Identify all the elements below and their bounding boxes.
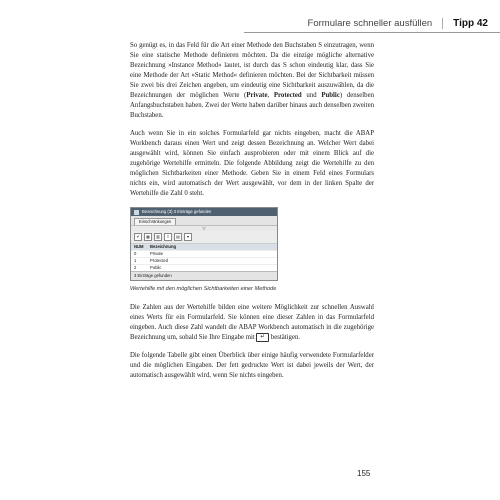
row-label: Public [147,265,277,272]
row-num: 1 [131,258,147,265]
row-label: Private [147,251,277,258]
paragraph-1: So genügt es, in das Feld für die Art einer Methode den Buchstaben S einzutragen, wenn Sie eine statische Methode definieren möchten. Da die einzige mögliche alternative Bezeichnung »Instance Method« lautet, ist durch das S schon eindeutig klar, dass Sie eine Methode der Art »Static Method« definieren möchten. Bei der Sichtbarkeit müssen Sie zwei bis drei Zeichen angeben, um eindeutig eine Sichtbarkeit auszuwählen, da die Bezeichnungen der möglichen Werte (Private, Protected und Public) denselben Anfangsbuchstaben haben. Zwei der Werte haben darüber hinaus auch denselben zweiten Buchstaben. [130,42,374,119]
row-num: 0 [131,251,147,258]
value-public: Public [321,92,340,99]
dialog-titlebar [131,208,277,216]
dialog-tabs [131,216,277,226]
dropdown-icon[interactable]: ▾ [184,233,192,241]
dialog-status: 3 Einträge gefunden [131,271,277,280]
paragraph-3: Die Zahlen aus der Wertehilfe bilden eine weitere Möglichkeit zur schnellen Auswahl eines Werts für ein Formularfeld. Sie können eine dieser Zahlen in das Formularfeld eingeben. Auch diese Zahl wandelt die ABAP Workbench automatisch in die zugehörige Bezeichnung um, sobald Sie Ihre Eingabe mit ↵ bestätigen. [130,304,374,342]
sort-icon[interactable]: ≡ [164,233,172,241]
expand-handle-icon[interactable]: ▽ [131,226,277,231]
page-number: 155 [357,469,371,478]
value-private: Private [246,92,268,99]
chapter-title: Formulare schneller ausfüllen [307,17,433,29]
dialog-title: Bezeichnung (3) 3 Einträge gefunden [142,209,212,214]
value-help-table [131,244,277,271]
row-num: 2 [131,265,147,272]
table-row[interactable] [131,251,277,258]
body-text [130,41,374,389]
table-row[interactable] [131,258,277,265]
filter-icon[interactable]: ▥ [154,233,162,241]
running-header [244,14,500,33]
row-label: Protected [147,258,277,265]
paragraph-4: Die folgende Tabelle gibt einen Überblick über einige häufig verwendete Formularfelder und die möglichen Eingaben. Der fett gedruckte Wert ist dabei jeweils der Wert, der automatisch ausgewählt wird, wenn Sie nichts eingeben. [130,352,374,380]
column-header-label: Bezeichnung [147,244,277,251]
tip-number: Tipp 42 [442,18,500,29]
doc-icon[interactable]: ▤ [174,233,182,241]
paragraph-2: Auch wenn Sie in ein solches Formularfeld gar nichts eingeben, macht die ABAP Workbench daraus einen Wert und zeigt dessen Bezeichnung an. Welcher Wert dabei ausgewählt wird, können Sie einfach ausprobieren oder mit einem Blick auf die zugehörige Wertehilfe ermitteln. Die folgende Abbildung zeigt die Wertehilfe zu den möglichen Sichtbarkeiten einer Methode. Geben Sie in einem Feld eines Formulars nichts ein, wird automatisch der Wert ausgewählt, vor dem in der linken Spalte der Wertehilfe die Zahl 0 steht. [130,130,374,197]
dialog-toolbar [131,231,277,244]
column-header-num: NUM [131,244,147,251]
figure-caption: Wertehilfe mit den möglichen Sichtbarkeiten einer Methode [130,286,277,292]
value-help-screenshot [130,207,278,281]
check-icon[interactable]: ✔ [134,233,142,241]
value-protected: Protected [273,92,302,99]
grid-icon[interactable]: ▦ [144,233,152,241]
window-icon [134,210,139,215]
enter-key-icon: ↵ [256,333,269,342]
tab-restrictions[interactable]: Einschränkungen [134,218,176,225]
